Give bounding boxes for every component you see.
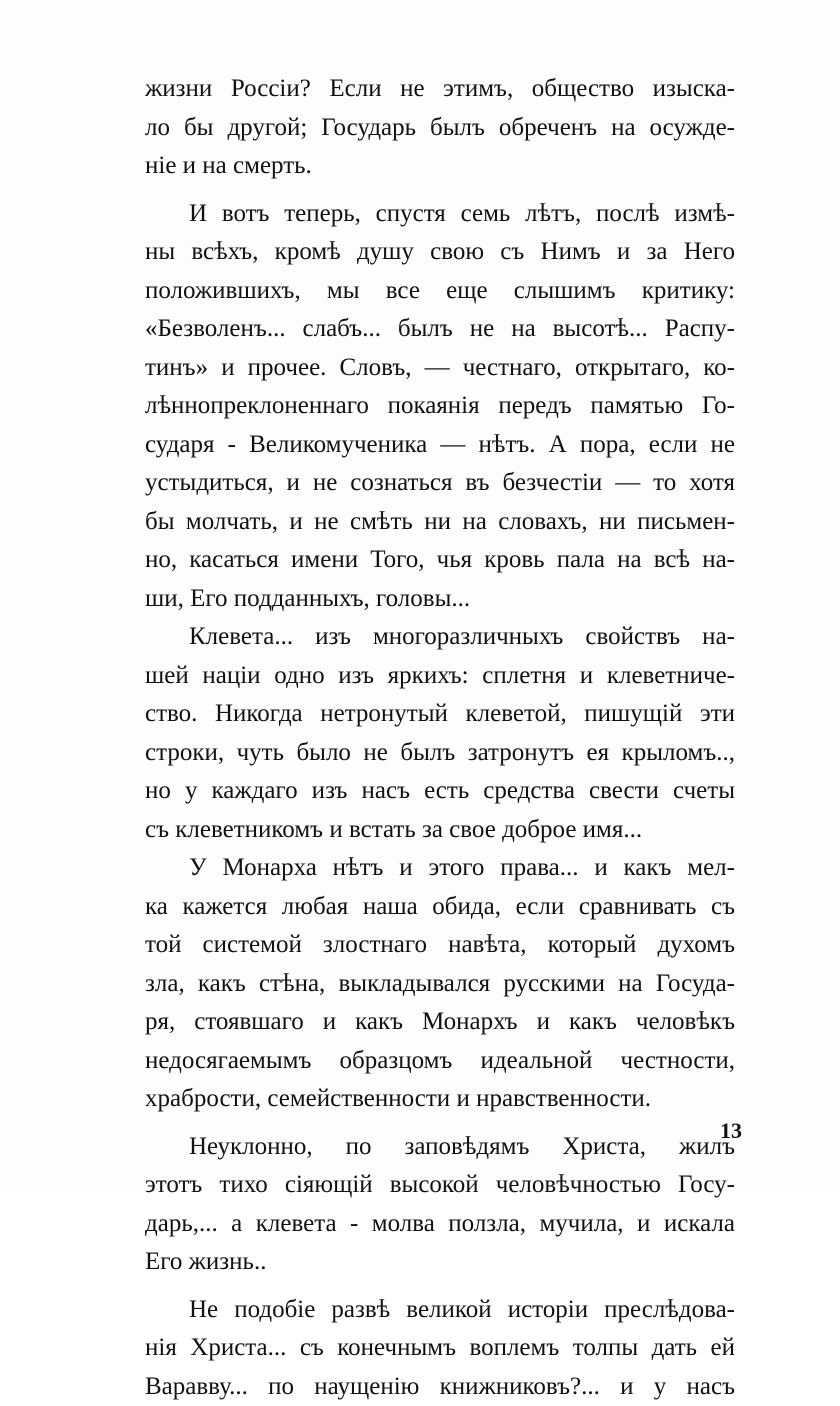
paragraph-5 [145, 1128, 735, 1282]
text-line: лѣннопреклоненнаго покаянія передъ памятью Го- [145, 387, 735, 426]
text-line: Его жизнь.. [145, 1243, 735, 1282]
text-line: строки, чуть было не былъ затронутъ ея крыломъ.., [145, 734, 735, 773]
text-line: ря, стоявшаго и какъ Монархъ и какъ человѣкъ [145, 1003, 735, 1042]
text-line: Неуклонно, по заповѣдямъ Христа, жилъ [145, 1128, 735, 1167]
text-line: храбрости, семейственности и нравственности. [145, 1080, 735, 1119]
paragraph-3 [145, 618, 735, 849]
text-line: сударя - Великомученика — нѣтъ. А пора, если не [145, 426, 735, 465]
text-line: положившихъ, мы все еще слышимъ критику: [145, 272, 735, 311]
text-line: ніе и на смерть. [145, 147, 735, 186]
text-line: ка кажется любая наша обида, если сравнивать съ [145, 888, 735, 927]
text-line: съ клеветникомъ и встать за свое доброе имя... [145, 811, 735, 850]
text-line: ло бы другой; Государь былъ обреченъ на осужде- [145, 109, 735, 148]
paragraph-4 [145, 849, 735, 1119]
text-line: но у каждаго изъ насъ есть средства свести счеты [145, 772, 735, 811]
text-line: тинъ» и прочее. Словъ, — честнаго, открытаго, ко- [145, 349, 735, 388]
text-line: недосягаемымъ образцомъ идеальной честности, [145, 1042, 735, 1081]
text-line: ши, Его подданныхъ, головы... [145, 580, 735, 619]
text-line: «Безволенъ... слабъ... былъ не на высотѣ... Распу- [145, 310, 735, 349]
text-line: той системой злостнаго навѣта, который духомъ [145, 926, 735, 965]
text-line: ство. Никогда нетронутый клеветой, пишущій эти [145, 695, 735, 734]
paragraph-1 [145, 70, 735, 186]
text-line: Не подобіе развѣ великой исторіи преслѣдова- [145, 1291, 735, 1330]
text-line: бы молчать, и не смѣть ни на словахъ, ни письмен- [145, 503, 735, 542]
paragraph-2 [145, 195, 735, 619]
text-line: дарь,... а клевета - молва ползла, мучила, и искала [145, 1205, 735, 1244]
text-line: И вотъ теперь, спустя семь лѣтъ, послѣ измѣ- [145, 195, 735, 234]
text-line: устыдиться, и не сознаться въ безчестіи — то хотя [145, 464, 735, 503]
text-line: ны всѣхъ, кромѣ душу свою съ Нимъ и за Него [145, 233, 735, 272]
text-line: этотъ тихо сіяющій высокой человѣчностью Госу- [145, 1166, 735, 1205]
text-line: нія Христа... съ конечнымъ воплемъ толпы дать ей [145, 1329, 735, 1368]
paragraph-6 [145, 1291, 735, 1406]
text-line: Варавву... по наущенію книжниковъ?... и у насъ [145, 1368, 735, 1406]
text-line: Клевета... изъ многоразличныхъ свойствъ на- [145, 618, 735, 657]
text-line: шей націи одно изъ яркихъ: сплетня и клеветниче- [145, 657, 735, 696]
text-line: У Монарха нѣтъ и этого права... и какъ мел- [145, 849, 735, 888]
text-line: зла, какъ стѣна, выкладывался русскими на Госуда- [145, 965, 735, 1004]
text-line: но, касаться имени Того, чья кровь пала на всѣ на- [145, 541, 735, 580]
page-text [145, 70, 735, 1406]
page-number: 13 [708, 1118, 742, 1144]
text-line: жизни Россіи? Если не этимъ, общество изыска- [145, 70, 735, 109]
